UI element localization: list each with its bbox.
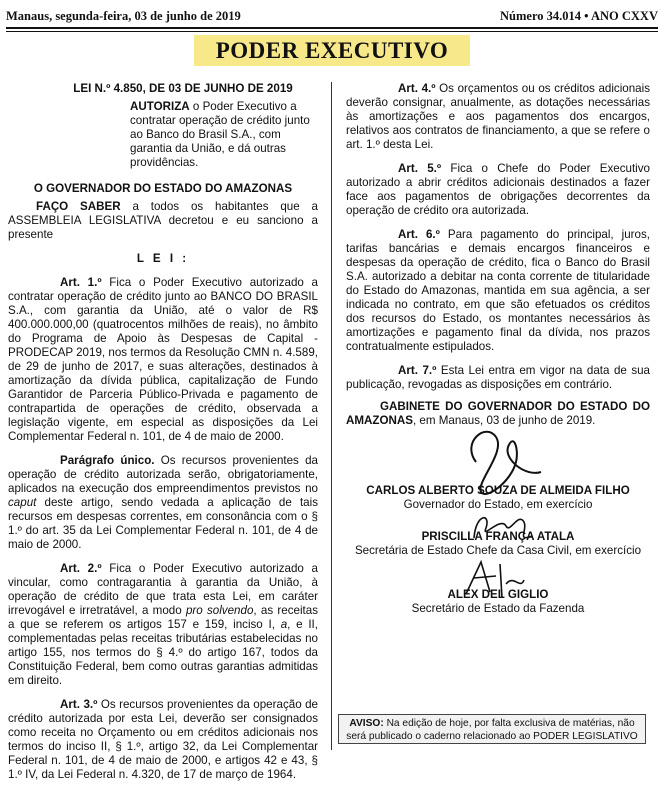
masthead-rule (6, 27, 658, 29)
left-column (8, 82, 318, 792)
finance-signature-icon (456, 554, 526, 604)
closing-bold: GABINETE DO GOVERNADOR DO ESTADO DO AMAZONAS (346, 400, 650, 427)
article-5 (346, 162, 650, 218)
governor-name: CARLOS ALBERTO SOUZA DE ALMEIDA FILHO (366, 484, 630, 497)
masthead (6, 6, 658, 26)
article-1-label: Art. 1.º (60, 276, 102, 289)
summary-text: o Poder Executivo a contratar operação de crédito junto ao Banco do Brasil S.A., com garantia da União, e dá outras providências. (130, 100, 310, 169)
issue-number: Número 34.014 • ANO CXXV (500, 9, 658, 23)
summary-keyword: AUTORIZA (130, 100, 190, 113)
article-7-label: Art. 7.º (398, 364, 437, 377)
article-2-text-b: , as receitas a que se referem os artigos 157 e 159, inciso I, (8, 604, 318, 631)
notice-text: Na edição de hoje, por falta exclusiva de matérias, não será publicado o caderno relacionado ao PODER LEGISLATIVO (346, 718, 638, 742)
article-7 (346, 364, 650, 392)
article-2 (8, 562, 318, 688)
dateline: Manaus, segunda-feira, 03 de junho de 2019 (6, 9, 241, 23)
finance-name: ALEX DEL GIGLIO (447, 588, 549, 601)
article-2-text-c: , e II, complementadas pelas receitas tributárias estabelecidas no artigo 155, nos termos do § 4.º do artigo 167, todos da Constituição Federal, bem como outras garantias admitidas em direito. (8, 618, 318, 687)
article-1-text: Fica o Poder Executivo autorizado a contratar operação de crédito junto ao BANCO DO BRASIL S.A., com garantia da União, até o valor de R$ 400.000.000,00 (quatrocentos milhões de reais), no âmbito do Programa de Apoio às Despesas de Capital - PRODECAP 2019, nos termos da Resolução CMN n. 4.589, de 29 de junho de 2017, e suas alterações, destinados à amortização da dívida pública, capitalização de Fundo Garantidor de Parceria Público-Privada e pagamento de contrapartida de operações de crédito, observada a legislação vigente, em especial as disposições da Lei Complementar Federal n. 101, de 4 de maio de 2000. (8, 276, 319, 443)
article-2-italic-2: a (280, 618, 288, 631)
notice-box (338, 714, 646, 744)
article-6-label: Art. 6.º (398, 228, 440, 241)
signature-block-finance (346, 588, 650, 616)
article-6-text: Para pagamento do principal, juros, tarifas bancárias e demais encargos financeiros e despesas da operação de crédito, fica o Banco do Brasil S.A. autorizado a debitar na conta corrente de titularidade do Estado do Amazonas, mantida em sua agência, a ser indicada no contrato, em que são efetuados os créditos dos recursos do Estado, os montantes necessários às amortizações e pagamento final da dívida, nos prazos contratualmente estipulados. (346, 228, 650, 353)
article-3-start (8, 698, 318, 782)
lei-label: L E I : (136, 252, 190, 265)
sole-paragraph (8, 454, 318, 552)
right-column (346, 82, 650, 616)
masthead-rule-thin (6, 31, 658, 32)
article-1 (8, 276, 318, 444)
article-2-text-a: Fica o Poder Executivo autorizado a vincular, como contragarantia à garantia da União, à operação de crédito de que trata esta Lei, em caráter irrevogável e irretratável, a modo (8, 562, 319, 617)
section-title: PODER EXECUTIVO (194, 35, 471, 66)
article-2-label: Art. 2.º (60, 562, 102, 575)
article-3-text: Os recursos provenientes da operação de crédito autorizada por esta Lei, deverão ser consignados como receita no Orçamento ou em créditos adicionais nos termos do inciso II, § 1.º, artigo 32, da Lei Complementar Federal n. 101, de 4 de maio de 2000, e artigos 42 e 43, § 1.º IV, da Lei Federal n. 4.320, de 17 de março de 1964. (8, 698, 319, 781)
preamble (8, 200, 318, 242)
civil-house-role: Secretária de Estado Chefe da Casa Civil, em exercício (354, 544, 642, 557)
article-4-label: Art. 4.º (398, 82, 436, 95)
sole-paragraph-label: Parágrafo único. (60, 454, 155, 467)
preamble-keyword: FAÇO SABER (36, 200, 121, 213)
article-2-italic-1: pro solvendo (185, 604, 254, 617)
preamble-text: a todos os habitantes que a ASSEMBLEIA LEGISLATIVA decretou e eu sanciono a presente (8, 200, 318, 241)
sole-paragraph-text-a: Os recursos provenientes da operação de crédito autorizada serão, obrigatoriamente, aplicados na execução dos empreendimentos previstos no (8, 454, 318, 495)
civil-house-name: PRISCILLA FRANÇA ATALA (421, 530, 575, 543)
governor-signature-icon (456, 422, 546, 502)
sole-paragraph-italic: caput (8, 496, 37, 509)
article-4-text: Os orçamentos ou os créditos adicionais deverão consignar, anualmente, as dotações necessárias às amortizações e aos pagamentos dos encargos, relativos aos contratos de financiamento, a que se refere o art. 1.º desta Lei. (346, 82, 651, 151)
civil-house-signature-icon (466, 508, 536, 548)
article-5-label: Art. 5.º (398, 162, 442, 175)
column-divider (331, 82, 332, 750)
article-6 (346, 228, 650, 354)
closing-text: , em Manaus, 03 de junho de 2019. (412, 414, 596, 427)
sole-paragraph-text-b: deste artigo, sendo vedada a aplicação de tais recursos em despesas correntes, em consonância com o § 1.º do art. 35 da Lei Complementar Federal n. 101, de 4 de maio de 2000. (8, 496, 318, 551)
article-3-label: Art. 3.º (60, 698, 98, 711)
section-banner (0, 35, 664, 66)
law-title: LEI N.º 4.850, DE 03 DE JUNHO DE 2019 (73, 82, 293, 95)
law-summary (130, 100, 318, 170)
governor-role: Governador do Estado, em exercício (403, 498, 593, 511)
notice-label: AVISO: (349, 718, 384, 729)
article-4 (346, 82, 650, 152)
finance-role: Secretário de Estado da Fazenda (411, 602, 585, 615)
article-7-text: Esta Lei entra em vigor na data de sua publicação, revogadas as disposições em contrário. (346, 364, 651, 391)
article-5-text: Fica o Chefe do Poder Executivo autorizado a abrir créditos adicionais destinados a fazer face aos pagamentos de obrigações decorrentes da operação de crédito ora autorizada. (346, 162, 650, 217)
governor-heading: O GOVERNADOR DO ESTADO DO AMAZONAS (33, 182, 293, 195)
